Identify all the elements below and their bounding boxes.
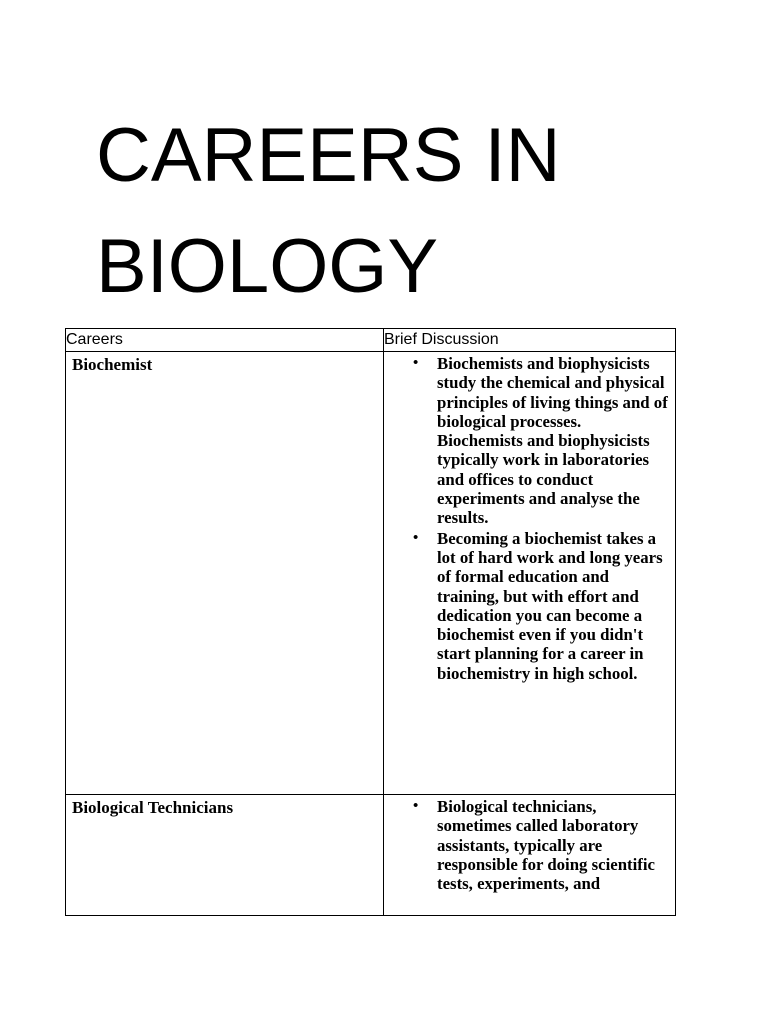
career-name-cell: Biochemist <box>66 352 384 795</box>
bullet-icon: • <box>413 529 419 546</box>
table-row <box>66 352 676 795</box>
table-row <box>66 795 676 916</box>
discussion-text: Biological technicians, sometimes called laboratory assistants, typically are responsible for doing scientific tests, experiments, and <box>437 797 656 894</box>
discussion-text: Becoming a biochemist takes a lot of hard work and long years of formal education and training, but with effort and dedication you can become a biochemist even if you didn't start planning for a career in biochemistry in high school. <box>437 528 663 683</box>
list-item <box>413 797 669 894</box>
list-item <box>413 354 669 528</box>
bullet-icon: • <box>413 798 419 814</box>
column-header-brief-discussion: Brief Discussion <box>384 329 676 352</box>
bullet-icon: • <box>413 355 419 371</box>
table-header-row <box>66 329 676 352</box>
column-header-careers: Careers <box>66 329 384 352</box>
list-item <box>413 528 669 683</box>
discussion-cell <box>384 352 676 795</box>
discussion-list <box>390 797 669 893</box>
careers-table <box>65 328 676 916</box>
career-name-cell: Biological Technicians <box>66 795 384 916</box>
discussion-cell <box>384 795 676 916</box>
discussion-list <box>390 354 669 683</box>
discussion-text: Biochemists and biophysicists study the chemical and physical principles of living things and of biological processes. Biochemists and biophysicists typically work in laboratories and offices to conduct experiments and analyse the results. <box>437 354 668 528</box>
document-title: CAREERS IN BIOLOGY <box>96 113 561 309</box>
